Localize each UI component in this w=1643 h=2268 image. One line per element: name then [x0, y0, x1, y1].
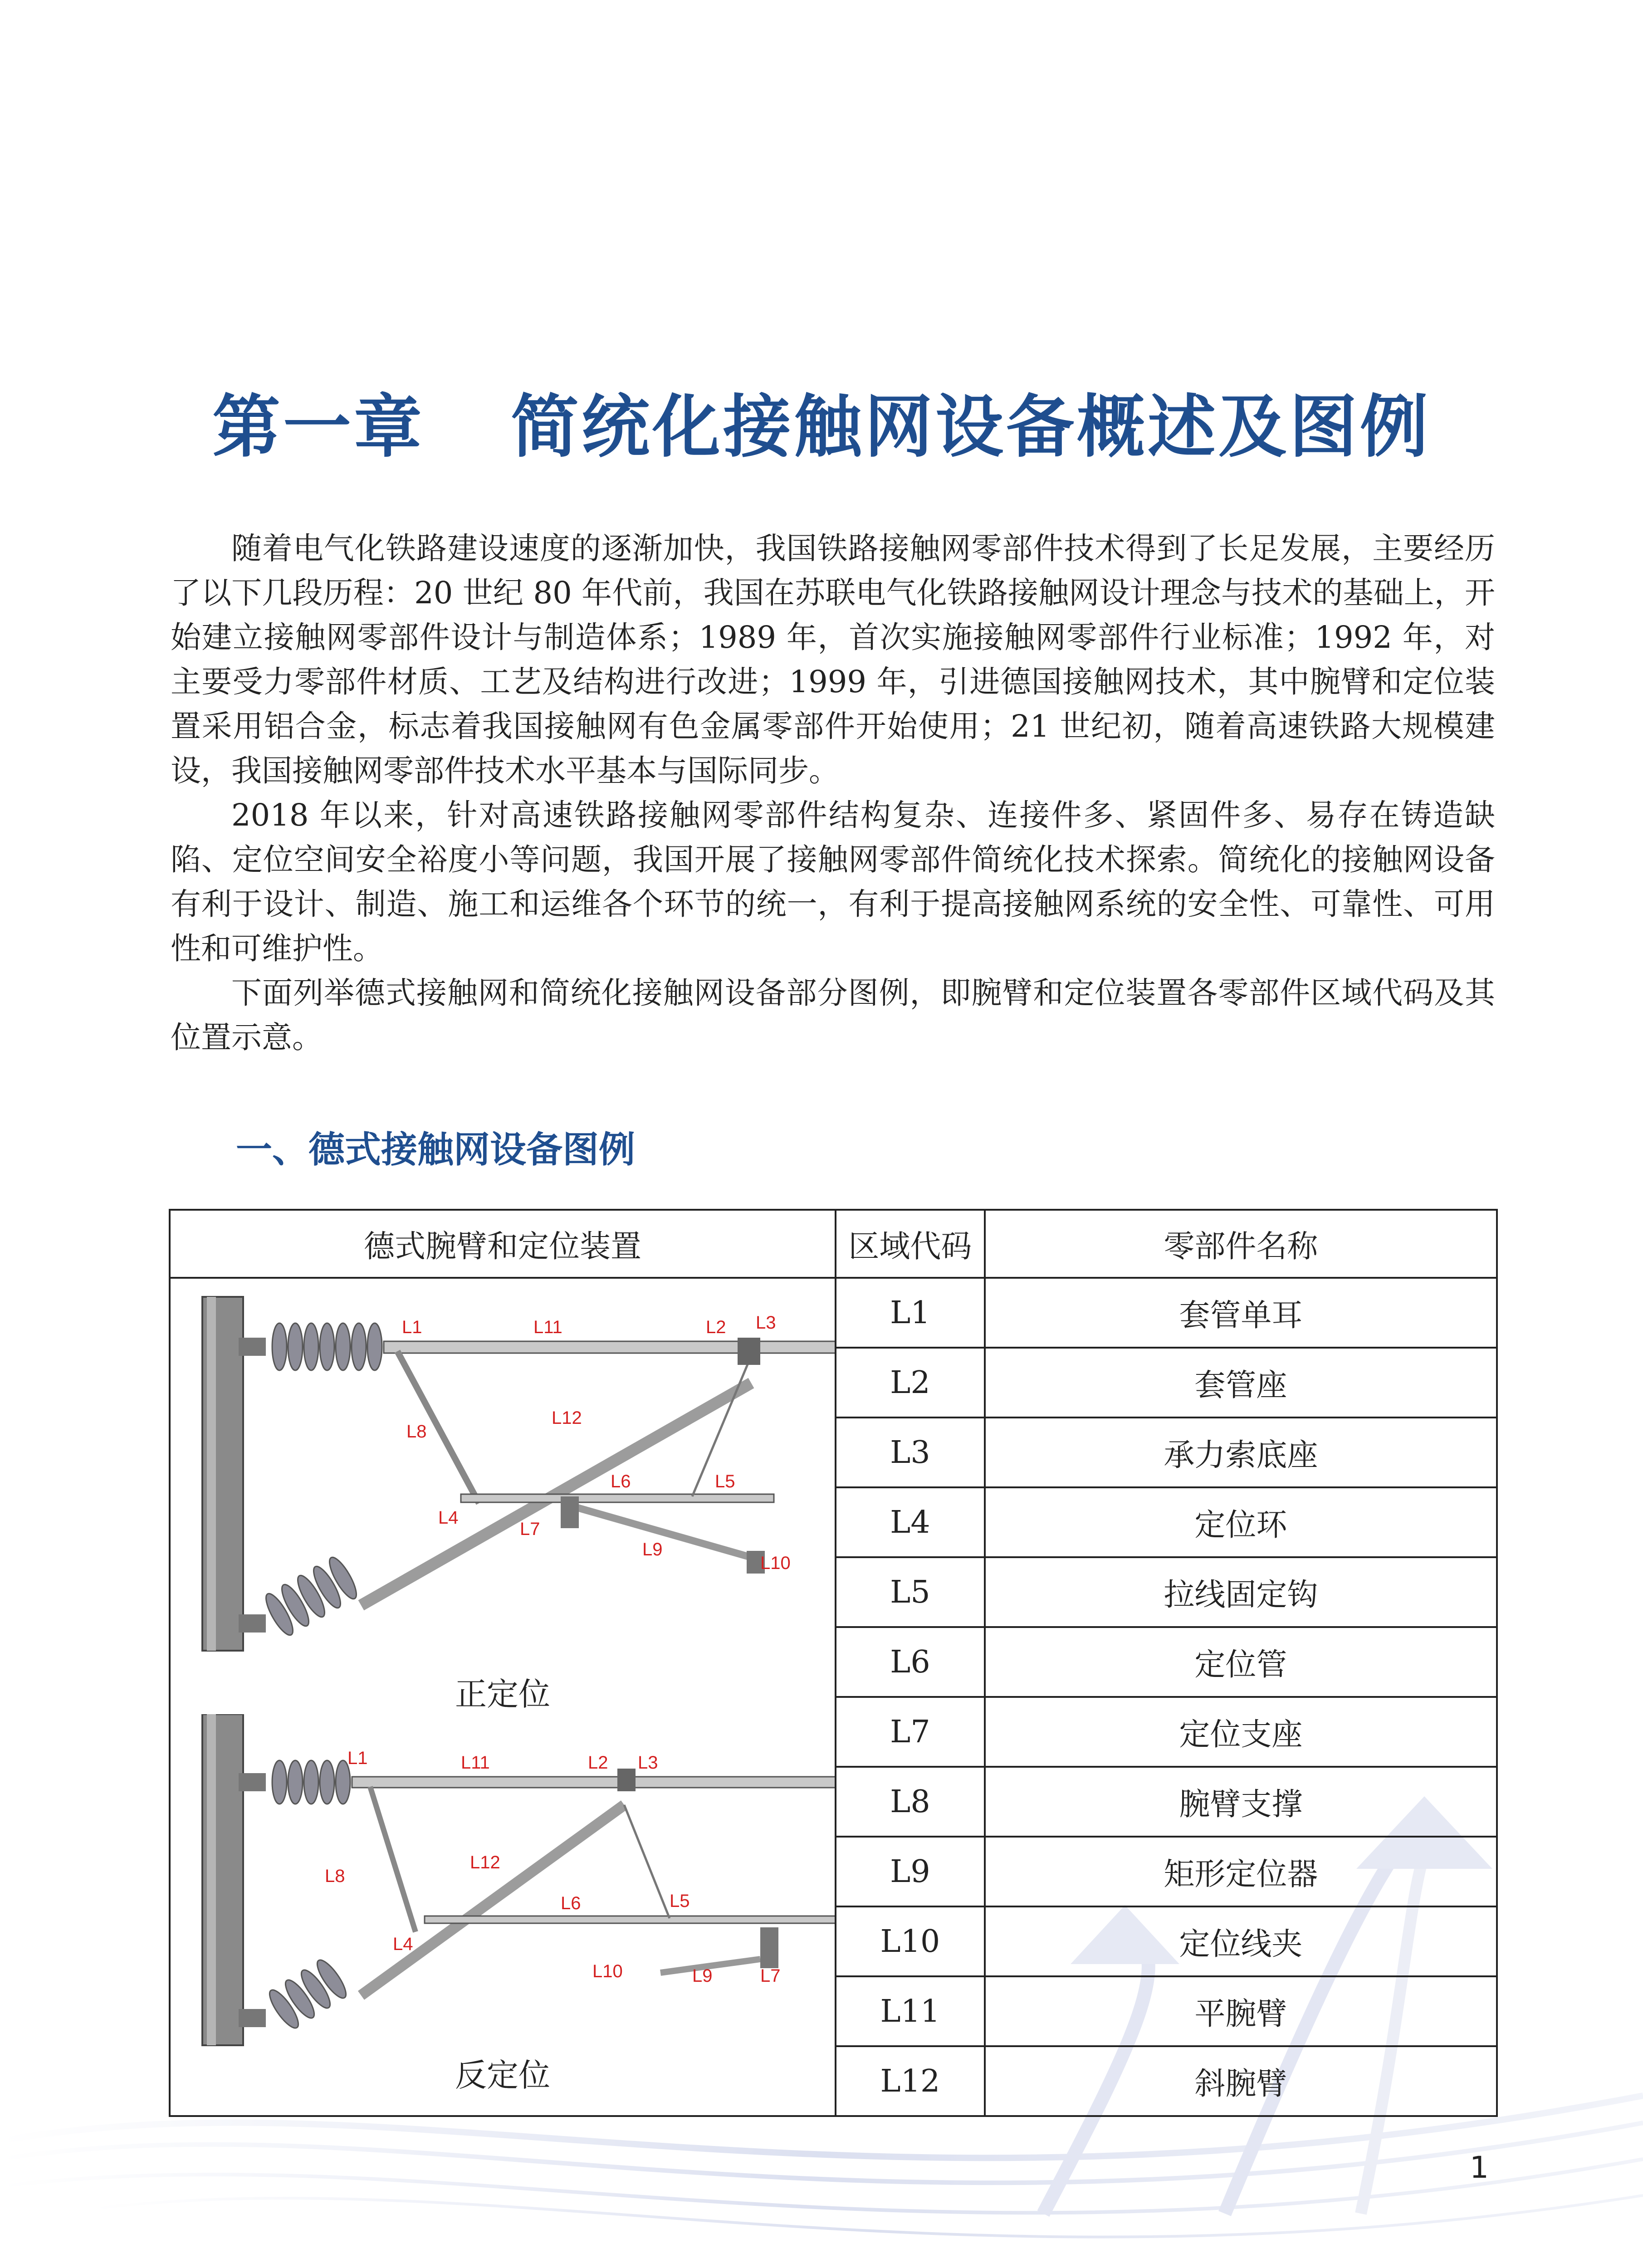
code-cell: L12 — [836, 2046, 985, 2116]
code-cell: L4 — [836, 1487, 985, 1557]
name-cell: 定位管 — [985, 1627, 1497, 1697]
code-cell: L7 — [836, 1697, 985, 1767]
name-cell: 套管单耳 — [985, 1278, 1497, 1348]
name-cell: 腕臂支撑 — [985, 1767, 1497, 1837]
name-cell: 定位线夹 — [985, 1906, 1497, 1976]
positioning-tube — [461, 1494, 774, 1502]
parts-table — [169, 1209, 1498, 2117]
rectangular-locator — [570, 1505, 760, 1560]
code-cell: L9 — [836, 1837, 985, 1906]
page-number: 1 — [1470, 2150, 1489, 2185]
name-cell: 斜腕臂 — [985, 2046, 1497, 2116]
svg-text:L6: L6 — [611, 1471, 631, 1491]
name-cell: 承力索底座 — [985, 1418, 1497, 1487]
name-cell: 矩形定位器 — [985, 1837, 1497, 1906]
svg-text:L5: L5 — [715, 1471, 735, 1491]
svg-text:L10: L10 — [592, 1961, 623, 1981]
svg-text:L3: L3 — [756, 1313, 776, 1333]
top-insulator — [272, 1323, 382, 1370]
name-cell: 定位环 — [985, 1487, 1497, 1557]
chapter-title — [0, 372, 1643, 470]
horizontal-arm-reverse — [352, 1777, 835, 1788]
intro-text — [171, 526, 1495, 1060]
code-cell: L1 — [836, 1278, 985, 1348]
figure-cell — [170, 1278, 836, 2116]
normal-positioning-caption: 正定位 — [455, 1676, 550, 1713]
svg-text:L4: L4 — [438, 1508, 459, 1528]
code-cell: L6 — [836, 1627, 985, 1697]
svg-text:L10: L10 — [760, 1553, 791, 1573]
svg-text:L11: L11 — [461, 1753, 490, 1773]
name-cell: 定位支座 — [985, 1697, 1497, 1767]
table-header-row — [170, 1210, 1497, 1278]
svg-text:L6: L6 — [561, 1893, 581, 1913]
reverse-positioning-diagram — [171, 1714, 835, 2054]
svg-text:L12: L12 — [552, 1408, 582, 1428]
svg-text:L1: L1 — [347, 1748, 368, 1768]
header-name: 零部件名称 — [985, 1210, 1497, 1278]
name-cell: 平腕臂 — [985, 1976, 1497, 2046]
chapter-subtitle: 简统化接触网设备概述及图例 — [511, 388, 1431, 467]
svg-text:L4: L4 — [393, 1934, 413, 1954]
section-heading: 一、德式接触网设备图例 — [236, 1129, 635, 1171]
horizontal-arm — [384, 1341, 835, 1353]
code-cell: L3 — [836, 1418, 985, 1487]
svg-text:L5: L5 — [670, 1891, 690, 1911]
svg-text:L8: L8 — [406, 1422, 427, 1442]
header-code: 区域代码 — [836, 1210, 985, 1278]
svg-text:L3: L3 — [638, 1753, 658, 1773]
svg-text:L9: L9 — [692, 1966, 713, 1986]
code-cell: L11 — [836, 1976, 985, 2046]
code-cell: L2 — [836, 1348, 985, 1418]
svg-text:L11: L11 — [533, 1317, 562, 1337]
svg-text:L7: L7 — [520, 1519, 540, 1539]
svg-text:L1: L1 — [402, 1317, 422, 1337]
svg-text:L7: L7 — [760, 1966, 781, 1986]
inclined-arm-reverse — [361, 1805, 624, 1995]
positioning-tube-reverse — [425, 1916, 835, 1923]
svg-text:L9: L9 — [642, 1540, 663, 1559]
reverse-positioning-caption: 反定位 — [455, 2057, 550, 2094]
normal-positioning-diagram — [171, 1288, 835, 1660]
svg-text:L2: L2 — [588, 1753, 608, 1773]
bottom-insulator-reverse — [265, 1956, 351, 2032]
name-cell: 拉线固定钩 — [985, 1557, 1497, 1627]
header-figure: 德式腕臂和定位装置 — [170, 1210, 836, 1278]
paragraph-3: 下面列举德式接触网和简统化接触网设备部分图例，即腕臂和定位装置各零部件区域代码及其位置示意。 — [171, 975, 1495, 1055]
svg-text:L12: L12 — [470, 1853, 500, 1872]
arm-support-reverse — [370, 1787, 416, 1932]
figure-box — [171, 1279, 835, 2095]
top-insulator-reverse — [272, 1760, 350, 1804]
code-cell: L8 — [836, 1767, 985, 1837]
code-cell: L5 — [836, 1557, 985, 1627]
paragraph-1: 随着电气化铁路建设速度的逐渐加快，我国铁路接触网零部件技术得到了长足发展，主要经历了以下几段历程：20 世纪 80 年代前，我国在苏联电气化铁路接触网设计理念与技术的基础上，开始建立接触网零部件设计与制造体系；1989 年，首次实施接触网零部件行业标准；1992 年，对主要受力零部件材质、工艺及结构进行改进；1999 年，引进德国接触网技术，其中腕臂和定位装置采用铝合金，标志着我国接触网有色金属零部件开始使用；21 世纪初，随着高速铁路大规模建设，我国接触网零部件技术水平基本与国际同步。 — [171, 531, 1495, 788]
svg-text:L2: L2 — [706, 1317, 726, 1337]
name-cell: 套管座 — [985, 1348, 1497, 1418]
bottom-insulator — [261, 1554, 361, 1638]
chapter-number: 第一章 — [212, 388, 425, 467]
table-row — [170, 1278, 1497, 1348]
svg-text:L8: L8 — [325, 1866, 345, 1886]
paragraph-2: 2018 年以来，针对高速铁路接触网零部件结构复杂、连接件多、紧固件多、易存在铸造缺陷、定位空间安全裕度小等问题，我国开展了接触网零部件简统化技术探索。简统化的接触网设备有利于设计、制造、施工和运维各个环节的统一，有利于提高接触网系统的安全性、可靠性、可用性和可维护性。 — [171, 797, 1495, 966]
code-cell: L10 — [836, 1906, 985, 1976]
